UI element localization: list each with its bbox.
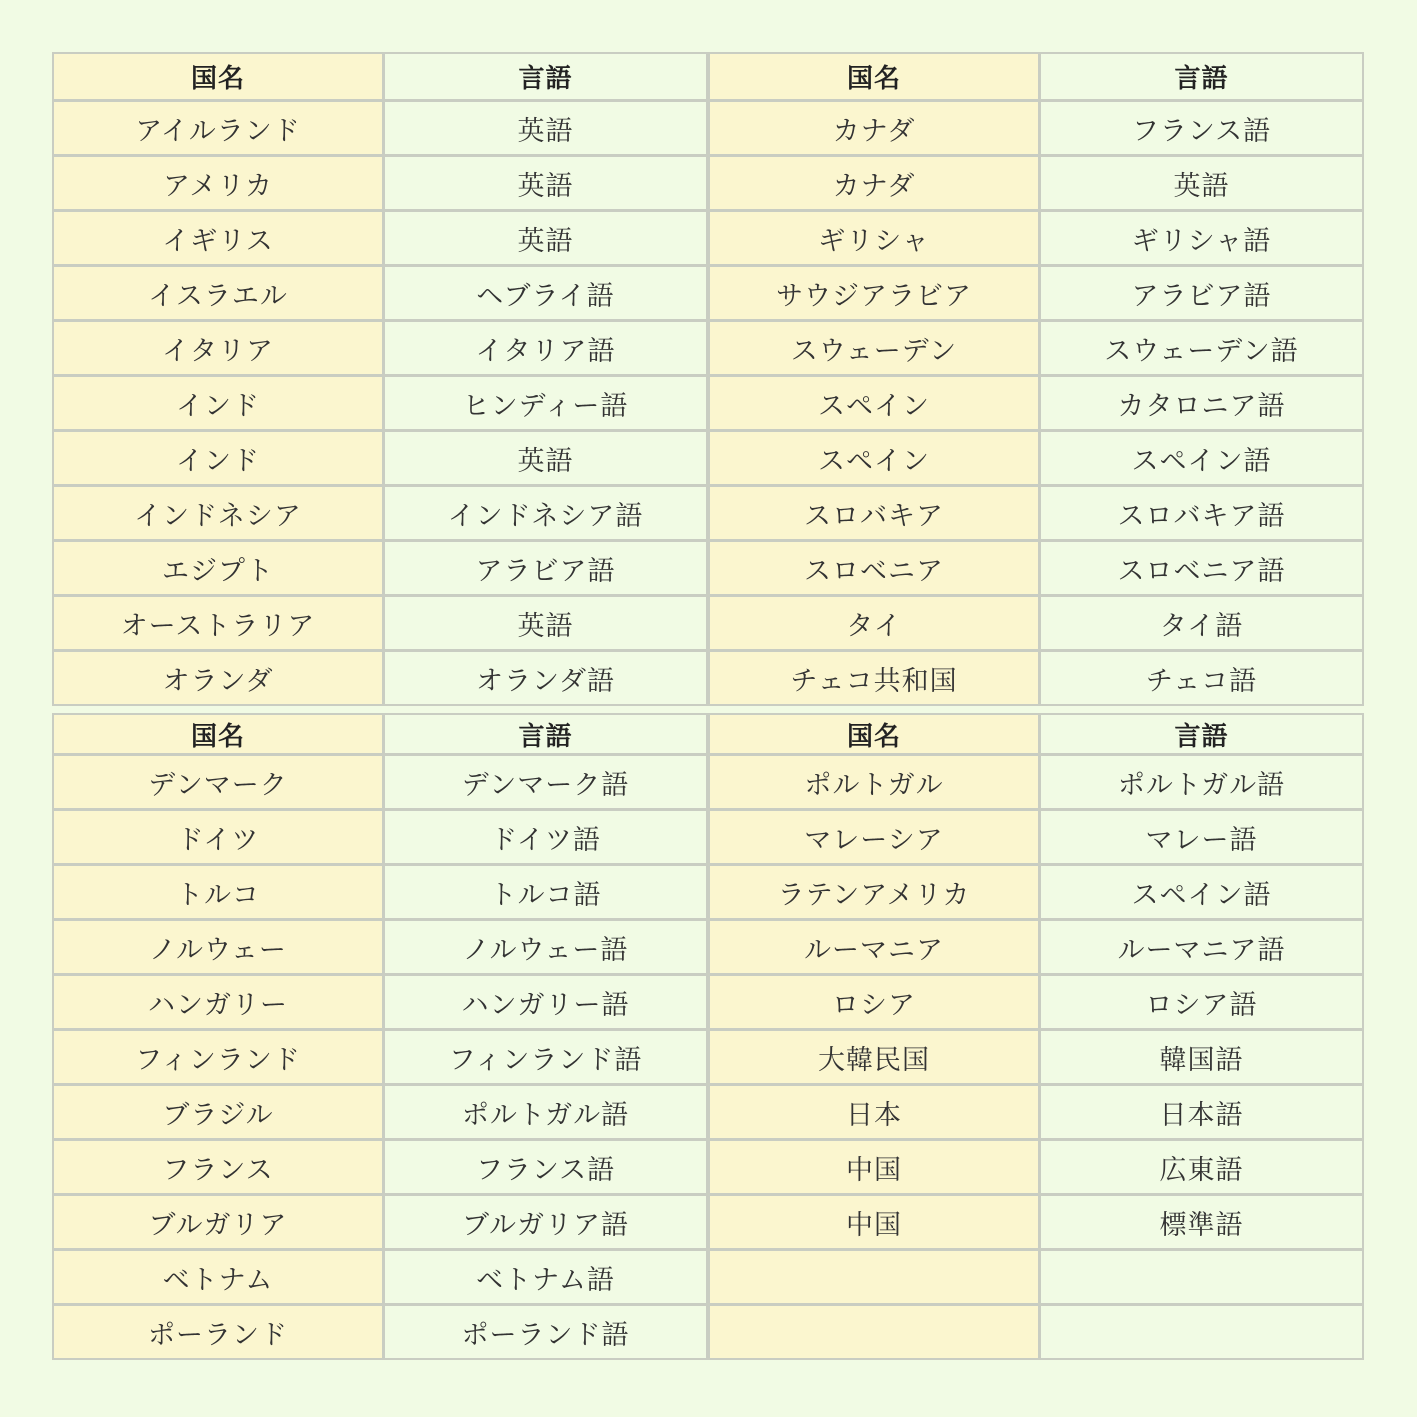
country-cell: スロバキア bbox=[710, 487, 1038, 539]
country-cell: フランス bbox=[54, 1141, 382, 1193]
language-cell: 英語 bbox=[385, 157, 706, 209]
country-cell: ブルガリア bbox=[54, 1196, 382, 1248]
language-cell: 標準語 bbox=[1041, 1196, 1362, 1248]
language-cell: 英語 bbox=[385, 102, 706, 154]
language-cell: 日本語 bbox=[1041, 1086, 1362, 1138]
language-cell: フィンランド語 bbox=[385, 1031, 706, 1083]
country-cell: ルーマニア bbox=[710, 921, 1038, 973]
language-cell: インドネシア語 bbox=[385, 487, 706, 539]
country-cell: 中国 bbox=[710, 1196, 1038, 1248]
country-cell: スペイン bbox=[710, 432, 1038, 484]
language-cell: 英語 bbox=[1041, 157, 1362, 209]
table-half-right bbox=[710, 54, 1362, 704]
language-cell: ロシア語 bbox=[1041, 976, 1362, 1028]
country-cell: スペイン bbox=[710, 377, 1038, 429]
language-cell: マレー語 bbox=[1041, 811, 1362, 863]
country-cell: インドネシア bbox=[54, 487, 382, 539]
country-cell: カナダ bbox=[710, 157, 1038, 209]
header-country: 国名 bbox=[710, 715, 1038, 753]
country-cell: 日本 bbox=[710, 1086, 1038, 1138]
language-cell: スロバキア語 bbox=[1041, 487, 1362, 539]
header-country: 国名 bbox=[54, 54, 382, 99]
header-language: 言語 bbox=[385, 715, 706, 753]
language-cell: 韓国語 bbox=[1041, 1031, 1362, 1083]
country-cell bbox=[710, 1251, 1038, 1303]
language-cell: トルコ語 bbox=[385, 866, 706, 918]
country-cell: イスラエル bbox=[54, 267, 382, 319]
language-cell: 英語 bbox=[385, 432, 706, 484]
header-country: 国名 bbox=[54, 715, 382, 753]
language-cell bbox=[1041, 1251, 1362, 1303]
country-cell: インド bbox=[54, 377, 382, 429]
language-cell bbox=[1041, 1306, 1362, 1358]
country-cell: カナダ bbox=[710, 102, 1038, 154]
language-cell: カタロニア語 bbox=[1041, 377, 1362, 429]
header-language: 言語 bbox=[1041, 54, 1362, 99]
country-cell: オーストラリア bbox=[54, 597, 382, 649]
country-cell: ギリシャ bbox=[710, 212, 1038, 264]
country-cell: ノルウェー bbox=[54, 921, 382, 973]
language-cell: ギリシャ語 bbox=[1041, 212, 1362, 264]
language-cell: ハンガリー語 bbox=[385, 976, 706, 1028]
country-cell bbox=[710, 1306, 1038, 1358]
country-cell: デンマーク bbox=[54, 756, 382, 808]
language-cell: チェコ語 bbox=[1041, 652, 1362, 704]
country-cell: イタリア bbox=[54, 322, 382, 374]
country-cell: マレーシア bbox=[710, 811, 1038, 863]
country-cell: チェコ共和国 bbox=[710, 652, 1038, 704]
country-cell: アイルランド bbox=[54, 102, 382, 154]
country-language-table-top bbox=[52, 52, 1364, 706]
country-cell: ラテンアメリカ bbox=[710, 866, 1038, 918]
table-half-left bbox=[54, 54, 706, 704]
country-cell: ブラジル bbox=[54, 1086, 382, 1138]
country-cell: ポルトガル bbox=[710, 756, 1038, 808]
language-cell: オランダ語 bbox=[385, 652, 706, 704]
country-cell: トルコ bbox=[54, 866, 382, 918]
language-cell: 広東語 bbox=[1041, 1141, 1362, 1193]
country-cell: ポーランド bbox=[54, 1306, 382, 1358]
country-cell: スウェーデン bbox=[710, 322, 1038, 374]
country-cell: 大韓民国 bbox=[710, 1031, 1038, 1083]
country-cell: イギリス bbox=[54, 212, 382, 264]
language-cell: ポルトガル語 bbox=[385, 1086, 706, 1138]
country-language-table-bottom bbox=[52, 713, 1364, 1360]
country-cell: オランダ bbox=[54, 652, 382, 704]
language-cell: アラビア語 bbox=[1041, 267, 1362, 319]
country-cell: アメリカ bbox=[54, 157, 382, 209]
language-cell: ノルウェー語 bbox=[385, 921, 706, 973]
language-cell: ヘブライ語 bbox=[385, 267, 706, 319]
language-cell: イタリア語 bbox=[385, 322, 706, 374]
language-cell: フランス語 bbox=[385, 1141, 706, 1193]
country-cell: インド bbox=[54, 432, 382, 484]
language-cell: ヒンディー語 bbox=[385, 377, 706, 429]
country-cell: 中国 bbox=[710, 1141, 1038, 1193]
language-cell: 英語 bbox=[385, 597, 706, 649]
table-half-left bbox=[54, 715, 706, 1358]
language-cell: ポルトガル語 bbox=[1041, 756, 1362, 808]
language-cell: スウェーデン語 bbox=[1041, 322, 1362, 374]
language-cell: ポーランド語 bbox=[385, 1306, 706, 1358]
language-cell: タイ語 bbox=[1041, 597, 1362, 649]
header-country: 国名 bbox=[710, 54, 1038, 99]
language-cell: ドイツ語 bbox=[385, 811, 706, 863]
language-cell: スペイン語 bbox=[1041, 866, 1362, 918]
language-cell: スロベニア語 bbox=[1041, 542, 1362, 594]
country-cell: エジプト bbox=[54, 542, 382, 594]
table-half-right bbox=[710, 715, 1362, 1358]
country-cell: サウジアラビア bbox=[710, 267, 1038, 319]
country-cell: スロベニア bbox=[710, 542, 1038, 594]
language-cell: 英語 bbox=[385, 212, 706, 264]
header-language: 言語 bbox=[385, 54, 706, 99]
language-cell: フランス語 bbox=[1041, 102, 1362, 154]
country-cell: ハンガリー bbox=[54, 976, 382, 1028]
country-cell: ドイツ bbox=[54, 811, 382, 863]
language-cell: ブルガリア語 bbox=[385, 1196, 706, 1248]
country-cell: タイ bbox=[710, 597, 1038, 649]
language-cell: ルーマニア語 bbox=[1041, 921, 1362, 973]
language-cell: ベトナム語 bbox=[385, 1251, 706, 1303]
country-cell: フィンランド bbox=[54, 1031, 382, 1083]
language-cell: スペイン語 bbox=[1041, 432, 1362, 484]
country-cell: ベトナム bbox=[54, 1251, 382, 1303]
language-cell: アラビア語 bbox=[385, 542, 706, 594]
language-cell: デンマーク語 bbox=[385, 756, 706, 808]
header-language: 言語 bbox=[1041, 715, 1362, 753]
country-cell: ロシア bbox=[710, 976, 1038, 1028]
